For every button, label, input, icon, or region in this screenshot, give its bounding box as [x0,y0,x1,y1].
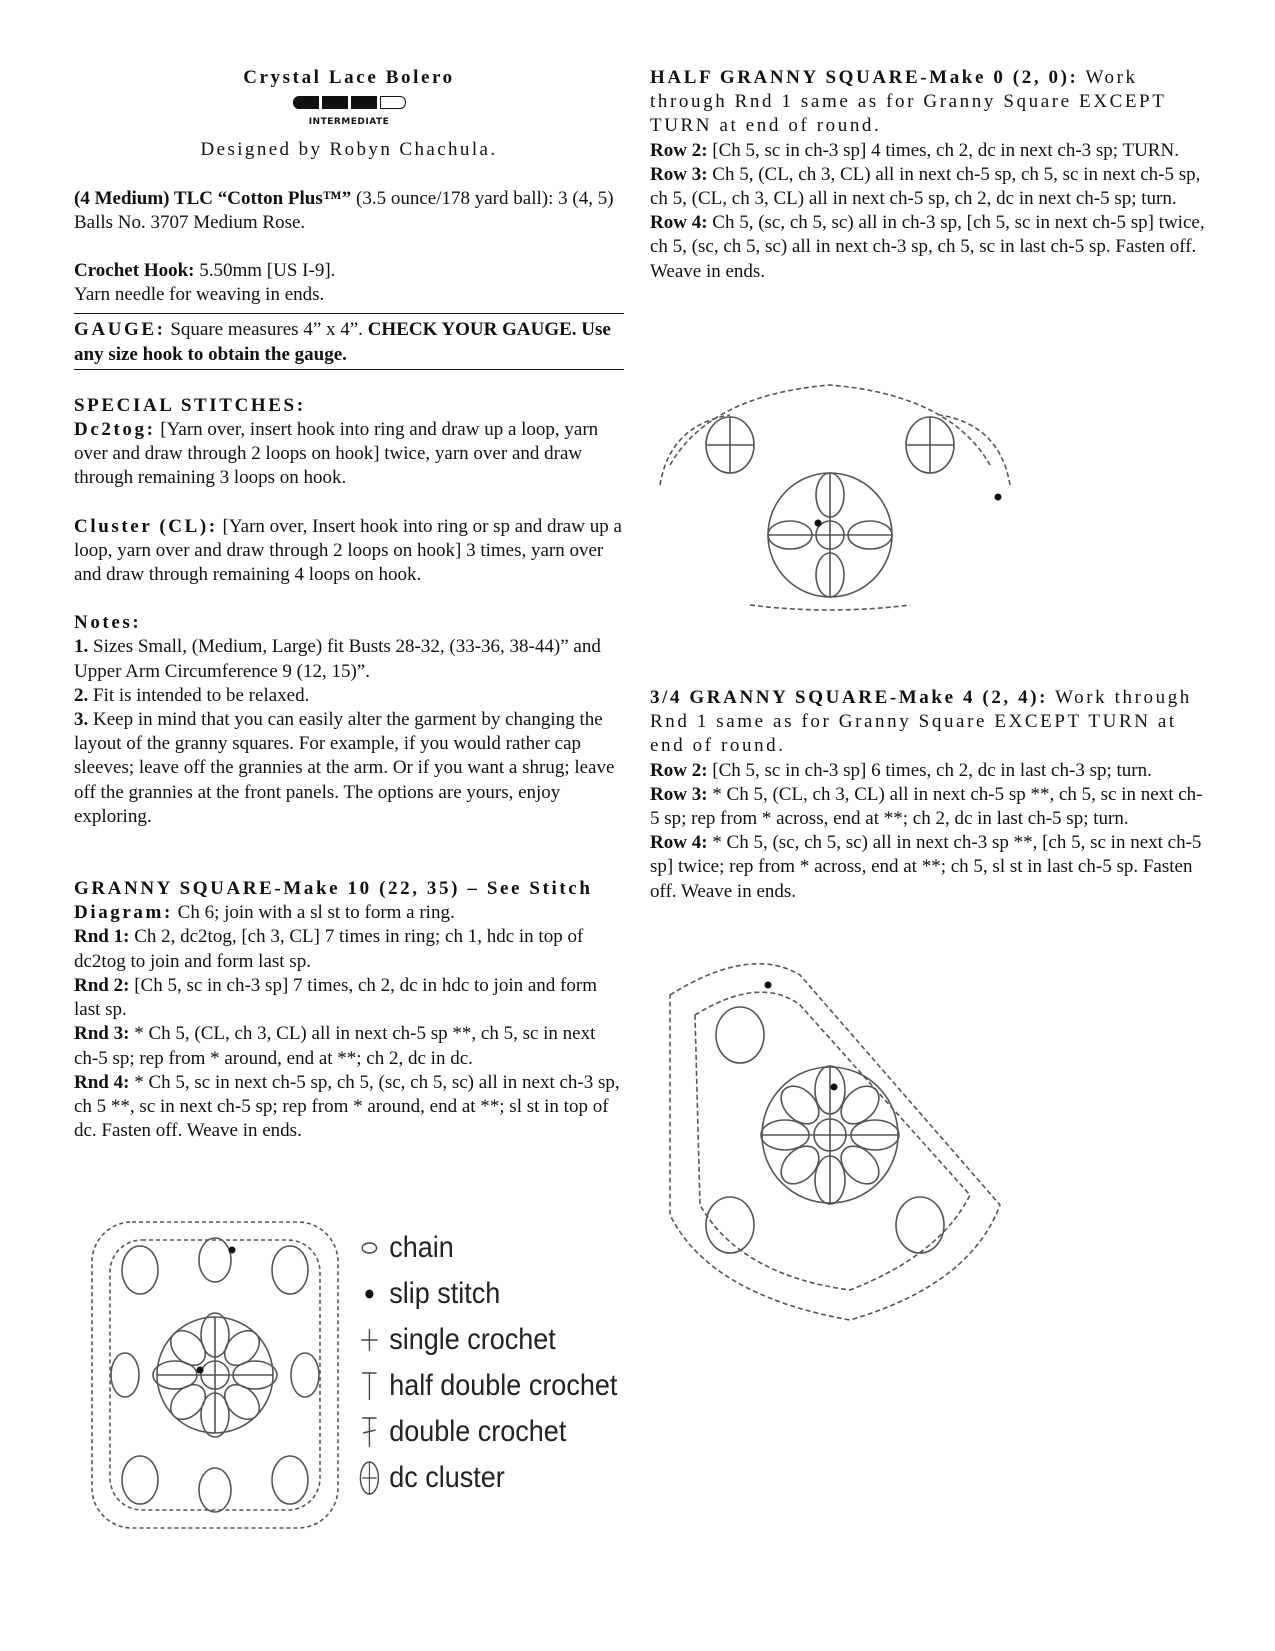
chain-icon [355,1241,384,1255]
special-stitches-heading: SPECIAL STITCHES: [74,394,306,416]
legend-item: slip stitch [355,1271,617,1317]
granny-square-diagram [80,1210,350,1540]
legend-item: dc cluster [355,1455,617,1501]
row-instruction: Row 4: Ch 5, (sc, ch 5, sc) all in ch-3 sp, [ch 5, sc in next ch-5 sp] twice, ch 5, (sc, ch 5, sc) all in next ch-3 sp, ch 5, sc in last ch-5 sp. Fasten off. Weave in ends. [650,212,1205,282]
skill-level-label: INTERMEDIATE [308,117,390,128]
half-double-crochet-icon [355,1370,384,1402]
legend-item: single crochet [355,1317,617,1363]
legend-item: double crochet [355,1409,617,1455]
granny-square-intro: GRANNY SQUARE-Make 10 (22, 35) – See Stitch Diagram: Ch 6; join with a sl st to form a ring. [74,878,593,924]
left-column [74,66,624,1143]
right-column [650,66,1210,284]
gauge-box: GAUGE: Square measures 4” x 4”. CHECK YOUR GAUGE. Use any size hook to obtain the gauge. [74,313,624,369]
round-instruction: Rnd 2: [Ch 5, sc in ch-3 sp] 7 times, ch 2, dc in hdc to join and form last sp. [74,974,597,1021]
row-instruction: Row 3: Ch 5, (CL, ch 3, CL) all in next ch-5 sp, ch 5, sc in next ch-5 sp, ch 5, (CL, ch 3, CL) all in next ch-5 sp, ch 2, dc in next ch-5 sp; turn. [650,163,1201,210]
three-quarter-section [650,686,1210,904]
legend-item: chain [355,1225,617,1271]
half-granny-diagram [650,365,1020,615]
round-instruction: Rnd 4: * Ch 5, sc in next ch-5 sp, ch 5, (sc, ch 5, sc) all in next ch-3 sp, ch 5 **, sc in next ch-5 sp; rep from * around, end at **; sl st in top of dc. Fasten off. Weave in ends. [74,1071,620,1142]
cluster-definition: Cluster (CL): [Yarn over, Insert hook into ring or sp and draw up a loop, yarn over and draw through 2 loops on hook] 3 times, yarn over and draw through remaining 4 loops on hook. [74,515,622,586]
row-instruction: Row 3: * Ch 5, (CL, ch 3, CL) all in next ch-5 sp **, ch 5, sc in next ch-5 sp; rep from * across, end at **; ch 2, dc in last ch-5 sp; turn. [650,783,1203,830]
hook-spec: Crochet Hook: 5.50mm [US I-9]. [74,260,336,282]
double-crochet-icon [355,1415,384,1449]
round-instruction: Rnd 3: * Ch 5, (CL, ch 3, CL) all in next ch-5 sp **, ch 5, sc in next ch-5 sp; rep from * around, end at **; ch 2, dc in dc. [74,1023,596,1069]
round-instruction: Rnd 1: Ch 2, dc2tog, [ch 3, CL] 7 times in ring; ch 1, hdc in top of dc2tog to join and form last sp. [74,926,584,972]
title-block [74,66,624,163]
three-quarter-granny-intro: 3/4 GRANNY SQUARE-Make 4 (2, 4): Work through Rnd 1 same as for Granny Square EXCEPT TURN at end of round. [650,687,1192,757]
slip-stitch-icon [355,1288,384,1300]
note-item: 3. Keep in mind that you can easily alter the garment by changing the layout of the granny squares. For example, if you would rather cap sleeves; leave off the grannies at the arm. Or if you want a shrug; leave off the grannies at the front panels. The options are yours, enjoy exploring. [74,709,615,827]
row-instruction: Row 4: * Ch 5, (sc, ch 5, sc) all in next ch-3 sp **, [ch 5, sc in next ch-5 sp] twice; rep from * across, end at **; ch 5, sl st in last ch-5 sp. Fasten off. Weave in ends. [650,832,1202,902]
row-instruction: Row 2: [Ch 5, sc in ch-3 sp] 6 times, ch 2, dc in last ch-3 sp; turn. [650,759,1152,781]
three-quarter-granny-diagram [650,955,1030,1335]
pattern-title: Crystal Lace Bolero [243,67,455,88]
dc-cluster-icon [355,1460,384,1496]
note-item: 1. Sizes Small, (Medium, Large) fit Busts 28-32, (33-36, 38-44)” and Upper Arm Circumference 9 (12, 15)”. [74,636,601,682]
notes-heading: Notes: [74,612,142,634]
row-instruction: Row 2: [Ch 5, sc in ch-3 sp] 4 times, ch 2, dc in next ch-3 sp; TURN. [650,139,1179,161]
needle-spec: Yarn needle for weaving in ends. [74,284,325,306]
note-item: 2. Fit is intended to be relaxed. [74,684,310,706]
dc2tog-definition: Dc2tog: [Yarn over, insert hook into ring and draw up a loop, yarn over and draw through 2 loops on hook] twice, yarn over and draw through remaining 3 loops on hook. [74,419,599,489]
half-granny-intro: HALF GRANNY SQUARE-Make 0 (2, 0): Work through Rnd 1 same as for Granny Square EXCEPT TURN at end of round. [650,67,1167,137]
legend-item: half double crochet [355,1363,617,1409]
designer-credit: Designed by Robyn Chachula. [200,139,498,161]
single-crochet-icon [355,1327,384,1353]
skill-level-icon [74,96,624,109]
stitch-legend [355,1225,617,1501]
yarn-spec: (4 Medium) TLC “Cotton Plus™” (3.5 ounce/178 yard ball): 3 (4, 5) Balls No. 3707 Medium Rose. [74,187,614,233]
